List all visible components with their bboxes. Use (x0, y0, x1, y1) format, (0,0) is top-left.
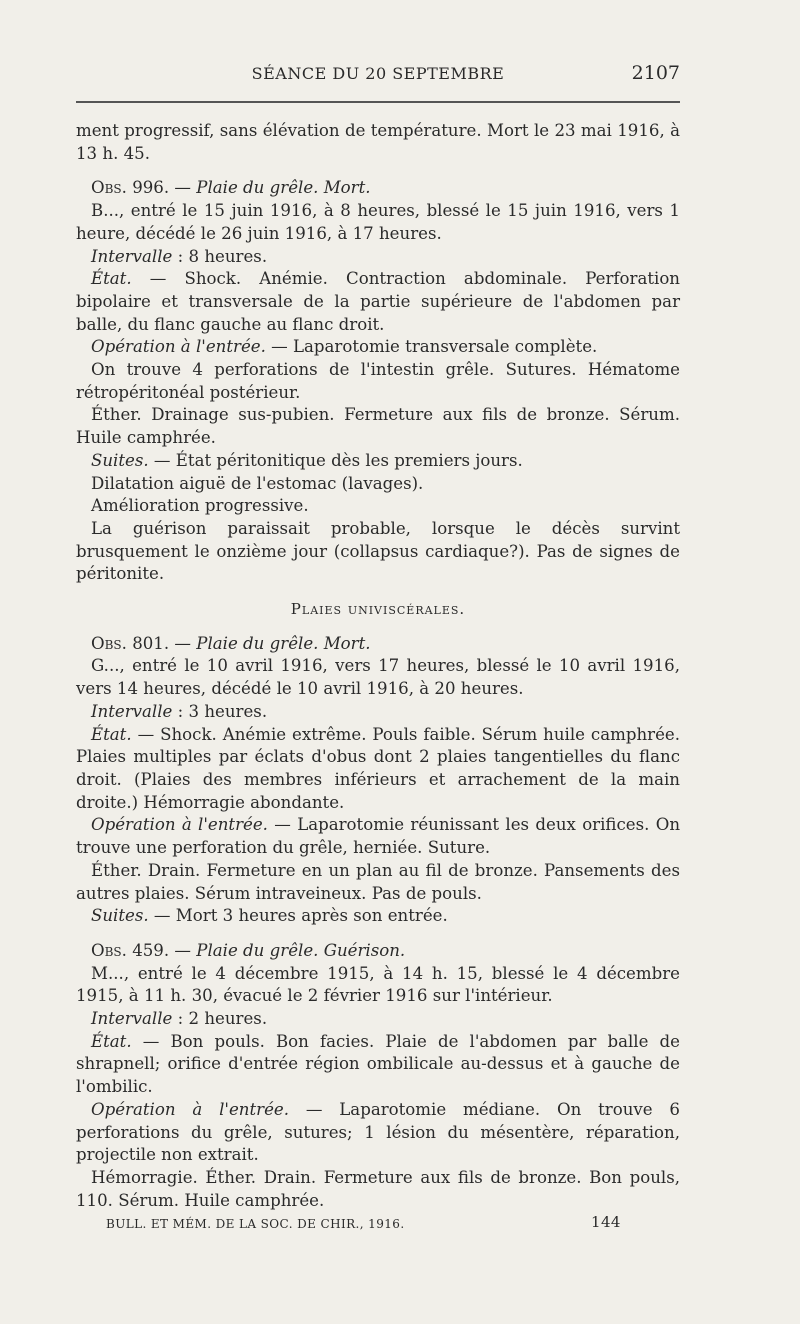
obs-heading: Obs. 801. — Plaie du grêle. Mort. (91, 633, 371, 653)
obs-operation: Opération à l'entrée. — Laparotomie transversale complète. (91, 337, 598, 357)
obs-paragraph: Éther. Drain. Fermeture en un plan au fil de bronze. Pansements des autres plaies. Sérum intraveineux. Pas de pouls. (76, 860, 680, 903)
obs-intro: G..., entré le 10 avril 1916, vers 17 heures, blessé le 10 avril 1916, vers 14 heures, décédé le 10 avril 1916, à 20 heures. (76, 656, 680, 699)
signature-number: 144 (591, 1213, 621, 1231)
obs-operation: Opération à l'entrée. — Laparotomie réunissant les deux orifices. On trouve une perforation du grêle, herniée. Suture. (76, 815, 681, 858)
section-title: Plaies univiscérales. (290, 600, 466, 619)
obs-etat: État. — Shock. Anémie extrême. Pouls faible. Sérum huile camphrée. Plaies multiples par éclats d'obus dont 2 plaies tangentielles du flanc droit. (Plaies des membres inférieurs et arrachement de la main droite.) Hémorragie abondante. (76, 724, 680, 812)
obs-paragraph: Hémorragie. Éther. Drain. Fermeture aux fils de bronze. Bon pouls, 110. Sérum. Huile camphrée. (76, 1167, 680, 1210)
obs-intervalle: Intervalle : 8 heures. (91, 246, 268, 266)
running-header (76, 62, 680, 92)
obs-etat: État. — Bon pouls. Bon facies. Plaie de l'abdomen par balle de shrapnell; orifice d'entrée région ombilicale au-dessus et à gauche de l'ombilic. (76, 1031, 680, 1097)
obs-intervalle: Intervalle : 3 heures. (91, 701, 268, 721)
obs-intro: M..., entré le 4 décembre 1915, à 14 h. 15, blessé le 4 décembre 1915, à 11 h. 30, évacué le 2 février 1916 sur l'intérieur. (76, 963, 680, 1006)
header-title: SÉANCE DU 20 SEPTEMBRE (251, 64, 505, 83)
obs-heading: Obs. 996. — Plaie du grêle. Mort. (91, 178, 371, 198)
obs-intro: B..., entré le 15 juin 1916, à 8 heures, blessé le 15 juin 1916, vers 1 heure, décédé le 26 juin 1916, à 17 heures. (76, 201, 680, 243)
obs-paragraph: Dilatation aiguë de l'estomac (lavages). (91, 473, 424, 493)
obs-intervalle: Intervalle : 2 heures. (91, 1009, 268, 1029)
obs-heading: Obs. 459. — Plaie du grêle. Guérison. (91, 940, 406, 960)
obs-operation: Opération à l'entrée. — Laparotomie médiane. On trouve 6 perforations du grêle, sutures; 1 lésion du mésentère, réparation, projectile non extrait. (76, 1099, 680, 1165)
footer-journal: BULL. ET MÉM. DE LA SOC. DE CHIR., 1916. (106, 1217, 405, 1231)
page-footer (76, 1213, 680, 1237)
obs-suites: Suites. — État péritonitique dès les premiers jours. (91, 450, 523, 470)
obs-paragraph: Amélioration progressive. (91, 496, 309, 516)
obs-etat: État. — Shock. Anémie. Contraction abdominale. Perforation bipolaire et transversale de la partie supérieure de l'abdomen par balle, du flanc gauche au flanc droit. (76, 269, 680, 334)
obs-paragraph: La guérison paraissait probable, lorsque le décès survint brusquement le onzième jour (collapsus cardiaque?). Pas de signes de péritonite. (76, 518, 680, 584)
paragraph-continuation: ment progressif, sans élévation de température. Mort le 23 mai 1916, à 13 h. 45. (76, 121, 680, 163)
obs-paragraph: Éther. Drainage sus-pubien. Fermeture aux fils de bronze. Sérum. Huile camphrée. (76, 405, 680, 448)
body-text (76, 120, 680, 1212)
header-rule (76, 101, 680, 103)
page-number: 2107 (631, 62, 680, 84)
obs-suites: Suites. — Mort 3 heures après son entrée. (91, 906, 448, 926)
obs-paragraph: On trouve 4 perforations de l'intestin grêle. Sutures. Hématome rétropéritonéal postérieur. (76, 360, 680, 402)
